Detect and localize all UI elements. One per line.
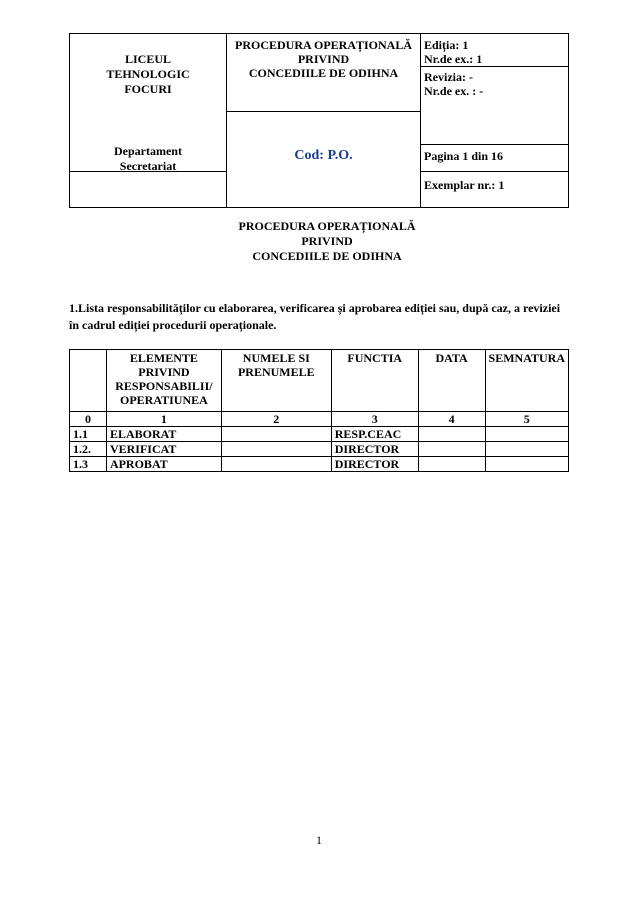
row-function: DIRECTOR: [331, 457, 418, 472]
number-cell: 0: [70, 412, 107, 427]
page-number: 1: [316, 833, 322, 847]
procedure-code-cell: [227, 111, 421, 208]
row-number: 1.1: [70, 427, 107, 442]
row-function: RESP.CEAC: [331, 427, 418, 442]
row-function: DIRECTOR: [331, 442, 418, 457]
responsibilities-table: [69, 349, 569, 472]
header-cell-name: NUMELE SI PRENUMELE: [221, 350, 331, 412]
row-name: [221, 427, 331, 442]
row-signature: [485, 457, 568, 472]
number-cell: 1: [106, 412, 221, 427]
row-date: [418, 442, 485, 457]
row-element: VERIFICAT: [106, 442, 221, 457]
row-date: [418, 427, 485, 442]
department-name: Departament Secretariat: [114, 144, 182, 173]
header-cell-signature: SEMNATURA: [485, 350, 568, 412]
row-number: 1.3: [70, 457, 107, 472]
number-cell: 3: [331, 412, 418, 427]
row-name: [221, 442, 331, 457]
table-row: [70, 442, 569, 457]
number-cell: 5: [485, 412, 568, 427]
edition-cell: Ediția: 1 Nr.de ex.: 1: [421, 34, 569, 67]
document-header: [69, 33, 569, 208]
school-name: LICEUL TEHNOLOGIC FOCURI: [106, 52, 190, 96]
number-cell: 2: [221, 412, 331, 427]
page-info-cell: Pagina 1 din 16: [421, 145, 569, 172]
procedure-title-cell: PROCEDURA OPERAȚIONALĂ PRIVIND CONCEDIILE DE ODIHNA: [227, 34, 421, 112]
row-element: ELABORAT: [106, 427, 221, 442]
header-cell-nr: [70, 350, 107, 412]
row-signature: [485, 442, 568, 457]
row-signature: [485, 427, 568, 442]
header-cell-elements: ELEMENTE PRIVIND RESPONSABILII/ OPERATIUNEA: [106, 350, 221, 412]
row-number: 1.2.: [70, 442, 107, 457]
table-row: [70, 457, 569, 472]
table-row: [70, 427, 569, 442]
table-header-row: [70, 350, 569, 412]
row-element: APROBAT: [106, 457, 221, 472]
procedure-code: Cod: P.O.: [294, 147, 353, 163]
number-cell: 4: [418, 412, 485, 427]
main-title: PROCEDURA OPERAȚIONALĂ PRIVIND CONCEDIILE DE ODIHNA: [238, 219, 416, 263]
revision-cell: Revizia: - Nr.de ex. : -: [421, 67, 569, 145]
section-heading: 1.Lista responsabilităților cu elaborarea, verificarea și aprobarea ediției sau, după caz, a reviziei în cadrul ediției procedurii operaționale.: [69, 301, 561, 332]
table-number-row: [70, 412, 569, 427]
row-date: [418, 457, 485, 472]
copy-number-cell: Exemplar nr.: 1: [421, 172, 569, 208]
row-name: [221, 457, 331, 472]
school-cell-bottom: [70, 172, 227, 208]
header-cell-date: DATA: [418, 350, 485, 412]
header-cell-function: FUNCTIA: [331, 350, 418, 412]
school-cell: [70, 34, 227, 172]
